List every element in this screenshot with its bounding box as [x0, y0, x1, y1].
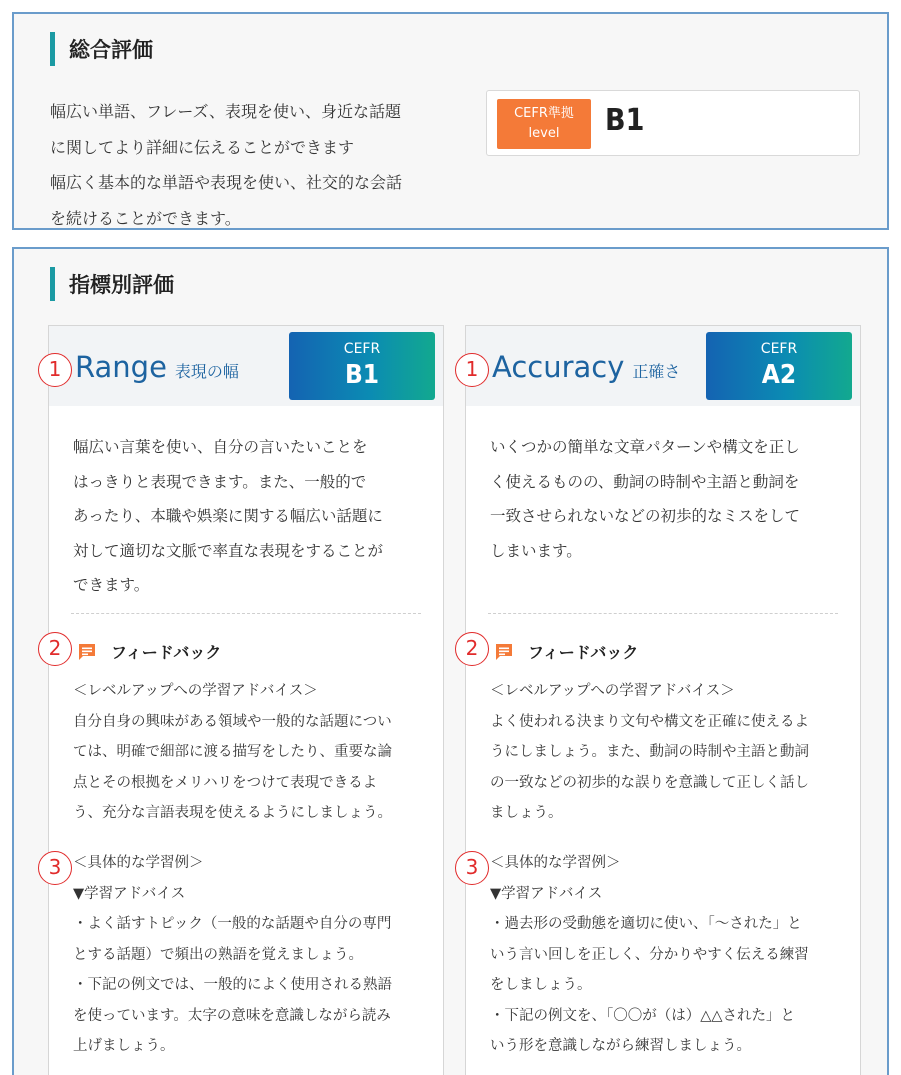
marker-1: 1: [38, 353, 72, 387]
overall-description-line: に関してより詳細に伝えることができます: [50, 137, 355, 157]
accuracy-card: [465, 325, 861, 1075]
feedback-line: ましょう。: [490, 805, 563, 821]
card-name-jp: 正確さ: [632, 362, 681, 381]
overall-level-value: B1: [605, 103, 645, 138]
card-name: [492, 350, 680, 384]
cefr-level-badge: [497, 99, 591, 149]
card-description-line: 幅広い言葉を使い、自分の言いたいことを: [73, 438, 368, 456]
dashed-divider: [488, 613, 838, 614]
marker-3: 3: [38, 851, 72, 885]
title-accent-bar: [50, 32, 55, 66]
card-name: [75, 350, 239, 384]
feedback-line: ＜レベルアップへの学習アドバイス＞: [490, 683, 735, 699]
cefr-label: CEFR: [760, 341, 798, 357]
feedback-line: の一致などの初歩的な誤りを意識して正しく話し: [490, 774, 809, 791]
example-line: 上げましょう。: [73, 1038, 175, 1054]
card-name-en: Range: [75, 350, 167, 384]
example-line: いう形を意識しながら練習しましょう。: [490, 1038, 751, 1054]
indicator-section-title: [50, 267, 174, 301]
overall-description-line: を続けることができます。: [50, 208, 241, 228]
overall-evaluation-panel: [12, 12, 889, 230]
badge-line2: level: [528, 126, 560, 141]
card-description-line: 一致させられないなどの初歩的なミスをして: [490, 507, 801, 525]
overall-section-title: [50, 32, 153, 66]
card-description-line: できます。: [73, 576, 150, 594]
marker-3: 3: [455, 851, 489, 885]
comment-icon: [77, 642, 97, 662]
example-line: ・下記の例文を、「〇〇が（は）△△された」と: [490, 1007, 796, 1024]
feedback-title: フィードバック: [528, 643, 639, 662]
feedback-heading: [494, 640, 638, 663]
cefr-badge: [289, 332, 435, 400]
indicator-evaluation-panel: [12, 247, 889, 1075]
card-description-line: 対して適切な文脈で率直な表現をすることが: [73, 541, 384, 560]
dashed-divider: [71, 613, 421, 614]
example-line: とする話題）で頻出の熟語を覚えましょう。: [73, 946, 363, 963]
example-line: ・よく話すトピック（一般的な話題や自分の専門: [73, 916, 392, 932]
badge-line1: CEFR準拠: [514, 106, 574, 121]
feedback-line: 点とその根拠をメリハリをつけて表現できるよ: [73, 774, 378, 791]
feedback-line: 自分自身の興味がある領域や一般的な話題につい: [73, 713, 392, 730]
feedback-body: [490, 676, 840, 829]
card-description-line: あったり、本職や娯楽に関する幅広い話題に: [73, 507, 383, 525]
card-name-en: Accuracy: [492, 350, 625, 384]
overall-level-box: [486, 90, 860, 156]
example-line: ＜具体的な学習例＞: [73, 855, 204, 871]
feedback-line: う、充分な言語表現を使えるようにしましょう。: [73, 805, 392, 821]
range-card: [48, 325, 444, 1075]
overall-description-line: 幅広い単語、フレーズ、表現を使い、身近な話題: [50, 102, 402, 121]
card-description: [490, 430, 836, 568]
feedback-line: ＜レベルアップへの学習アドバイス＞: [73, 683, 318, 699]
feedback-title: フィードバック: [111, 643, 222, 662]
feedback-heading: [77, 640, 221, 663]
cefr-badge: [706, 332, 852, 400]
example-line: ・下記の例文では、一般的によく使用される熟語: [73, 977, 392, 993]
example-line: いう言い回しを正しく、分かりやすく伝える練習: [490, 946, 809, 963]
card-description: [73, 430, 419, 603]
example-line: ▼学習アドバイス: [490, 885, 603, 902]
card-name-jp: 表現の幅: [174, 362, 239, 381]
overall-description: [50, 94, 402, 236]
indicator-title: 指標別評価: [69, 273, 174, 297]
examples-body: [490, 848, 840, 1062]
marker-1: 1: [455, 353, 489, 387]
overall-title: 総合評価: [69, 38, 153, 62]
example-line: をしましょう。: [490, 977, 592, 993]
examples-body: [73, 848, 423, 1062]
card-header: [49, 326, 443, 406]
feedback-line: よく使われる決まり文句や構文を正確に使えるよ: [490, 713, 809, 730]
feedback-line: うにしましょう。また、動詞の時制や主語と動詞: [490, 744, 809, 760]
card-description-line: いくつかの簡単な文章パターンや構文を正し: [490, 438, 800, 456]
marker-2: 2: [38, 632, 72, 666]
feedback-body: [73, 676, 423, 829]
cefr-value: A2: [761, 360, 797, 390]
example-line: ＜具体的な学習例＞: [490, 855, 621, 871]
example-line: ▼学習アドバイス: [73, 885, 186, 902]
feedback-line: ては、明確で細部に渡る描写をしたり、重要な論: [73, 744, 392, 760]
card-header: [466, 326, 860, 406]
overall-description-line: 幅広く基本的な単語や表現を使い、社交的な会話: [50, 173, 403, 192]
marker-2: 2: [455, 632, 489, 666]
card-description-line: く使えるものの、動詞の時制や主語と動詞を: [490, 472, 800, 491]
card-description-line: しまいます。: [490, 541, 582, 560]
cefr-value: B1: [344, 360, 380, 390]
title-accent-bar: [50, 267, 55, 301]
comment-icon: [494, 642, 514, 662]
card-description-line: はっきりと表現できます。また、一般的で: [73, 472, 367, 491]
example-line: を使っています。太字の意味を意識しながら読み: [73, 1007, 391, 1024]
example-line: ・過去形の受動態を適切に使い、「～された」と: [490, 916, 802, 932]
cefr-label: CEFR: [343, 341, 381, 357]
